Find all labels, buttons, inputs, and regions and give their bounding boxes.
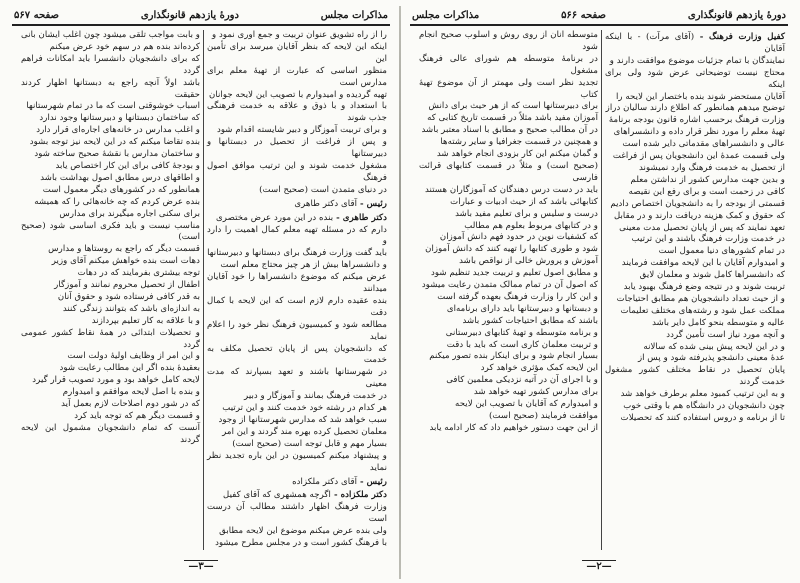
text-line: توجه بیشتری بفرمایند که در دهات bbox=[77, 268, 200, 279]
text-line: و از حیث تعداد دانشجویان هم مطابق احتیاجات bbox=[616, 293, 785, 304]
speaker-line: دکتر طاهری - بنده در این مورد عرض مختصری bbox=[215, 212, 387, 223]
text-line: مطالعه شود و کمیسیون فرهنگ نظر خود را اعلام نماید bbox=[207, 319, 387, 342]
text-line: در خدمت وزارت فرهنگ باشند و این ترتیب bbox=[631, 234, 785, 245]
text-line: که دانشجویان پس از پایان تحصیل مکلف به خدمت bbox=[207, 343, 387, 366]
text-line: و گمان میکنم این کار بزودی انجام خواهد شد bbox=[436, 149, 598, 160]
text-line: مشغول خدمت شوند و این ترتیب موافق اصول فرهنگ bbox=[207, 160, 387, 183]
text-line: عرض میکنم که موضوع دانشسراها را خود آقایان میدانند bbox=[207, 272, 387, 295]
text-line: وزارت فرهنگ اظهار داشتند مطالب آن درست است bbox=[207, 502, 387, 525]
text-line: بعقیدهٔ بنده اگر این مطالب رعایت شود bbox=[59, 363, 200, 374]
text-line: اسباب خوشوقتی است که ما در تمام شهرستانها bbox=[26, 101, 200, 112]
text-line: در آن مطالب صحیح و مطابق با اسناد معتبر باشد bbox=[421, 125, 598, 136]
text-line: و در کتابهای مربوط بعلوم هم مطالب bbox=[464, 220, 598, 231]
text-line: و مطابق اصول تعلیم و تربیت جدید تنظیم شود bbox=[431, 268, 598, 279]
text-line: را از راه تشویق عنوان تربیت و جمع آوری نمود و bbox=[212, 30, 387, 40]
text-column bbox=[602, 30, 788, 550]
text-line: بنده تقاضا میکنم که در این لایحه نیز توجه بشود bbox=[29, 137, 200, 148]
text-line: که در شور دوم اصلاحات لازم بعمل آید bbox=[61, 399, 200, 410]
text-line: توضیح میدهم همانطور که اطلاع دارند سالیان دراز bbox=[605, 103, 785, 114]
text-line: بسیار انجام شود و برای اینکار بنده تصور میکنم bbox=[429, 351, 598, 362]
speaker-name: دکتر ملکزاده - bbox=[330, 490, 387, 501]
text-line: تهیه گردیده و امیدوارم با تصویب این لایحه جوانان bbox=[208, 89, 387, 100]
text-line: و با اجرای آن در آتیه نزدیکی معلمین کافی bbox=[446, 375, 598, 386]
text-line: و امیدوارم که آقایان با تصویب این لایحه bbox=[455, 399, 598, 410]
text-line: برای دبیرستانها است که از هر حیث برای دانش bbox=[428, 101, 598, 112]
text-line: ولی قسمت عمدهٔ این دانشجویان پس از فراغت bbox=[612, 151, 785, 162]
text-line: و در این لایحه پیش بینی شده که سالانه bbox=[643, 341, 785, 352]
text-line: و برنامه متوسطه و تهیهٔ کتابهای دبیرستانی bbox=[445, 327, 598, 338]
text-line: آنست که تمام دانشجویان مشمول این لایحه گردند bbox=[21, 422, 200, 445]
text-line: و تربیت معلمان کاری است که باید با دقت bbox=[446, 339, 598, 350]
text-line: در تمام کشورهای دنیا معمول است bbox=[658, 246, 785, 257]
text-line: و دبستانها و دبیرستانها باید دارای برنامه‌ای bbox=[446, 303, 598, 314]
session-label: دورهٔ یازدهم قانونگذاری bbox=[140, 9, 239, 21]
text-line: باید در دست درس دهندگان که آموزگاران هستند bbox=[424, 184, 598, 195]
text-line: درست و سلیس و برای تعلیم مفید باشد bbox=[455, 208, 598, 219]
text-line: و برای تربیت آموزگار و دبیر شایسته اقدام شود bbox=[216, 125, 387, 136]
text-line: دارم که در مسئله تهیه معلم کمال اهمیت را دارد و bbox=[207, 224, 387, 247]
text-line: در خدمت فرهنگ بمانند و آموزگار و دبیر bbox=[244, 391, 387, 402]
running-title: مذاکرات مجلس bbox=[412, 9, 480, 21]
text-line: لایحه کامل خواهد بود و مورد تصویب قرار گیرد bbox=[32, 375, 200, 386]
text-line: کافی در زحمت است و برای رفع این نقیصه bbox=[628, 186, 785, 197]
text-line: از این جهت دستور خواهیم داد که کار ادامه یابد bbox=[429, 422, 598, 433]
text-line: مملکت عمل شود و رشته‌های مختلف تعلیمات bbox=[620, 305, 785, 316]
text-line: و آنچه مورد نیاز است تأمین گردد bbox=[666, 329, 785, 340]
text-line: (صحیح است) و مثلاً در قسمت کتابهای قرائت فارسی bbox=[419, 160, 598, 183]
text-line: و با علاقه به کار تعلیم بپردازند bbox=[91, 315, 200, 326]
left-page-header bbox=[12, 6, 390, 26]
text-line: دهات است بنده خواهش میکنم آقای وزیر bbox=[51, 256, 200, 267]
text-line: و بودجهٔ کافی برای این کار اختصاص یابد bbox=[55, 160, 200, 171]
text-line: و تحصیلات ابتدائی در همهٔ نقاط کشور عمومی گردد bbox=[21, 327, 200, 350]
speaker-name: کفیل وزارت فرهنگ - bbox=[694, 32, 785, 42]
text-line: برای مدارس کشور تهیه خواهد شد bbox=[473, 387, 598, 398]
page-number-label: صفحه ۵۶۷ bbox=[14, 9, 59, 21]
text-line: اطفال از تحصیل محروم نمانند و آموزگار bbox=[54, 280, 200, 291]
text-line: تهیهٔ معلم را مورد نظر قرار داده و دانشسراهای bbox=[613, 127, 785, 138]
text-line: پایان تحصیل در نقاط مختلف کشور مشغول خدمت گردند bbox=[605, 365, 785, 388]
right-page-header bbox=[410, 6, 788, 26]
text-line: و این کار را وزارت فرهنگ بعهده گرفته است bbox=[437, 291, 598, 302]
text-line: در دنیای متمدن است (صحیح است) bbox=[259, 184, 387, 195]
text-line: نمایندگان با تمام جزئیات موضوع موافقت دارند و bbox=[609, 55, 785, 66]
text-line: متوسطه آنان از روی روش و اسلوب صحیح انجام شود bbox=[419, 30, 598, 52]
text-line: که اصول آن در تمام ممالک متمدن رعایت میشود bbox=[421, 280, 598, 291]
text-line: محتاج نیست توضیحاتی عرض شود ولی برای اینکه bbox=[605, 67, 785, 90]
text-line: وزارت فرهنگ برحسب اشاره قانون بودجه برنامهٔ bbox=[608, 115, 785, 126]
text-line: بنده عرض کردم که چه خانه‌هائی را که همیشه bbox=[34, 196, 200, 207]
text-column bbox=[416, 30, 602, 550]
running-title: مذاکرات مجلس bbox=[320, 9, 388, 21]
text-line: چون دانشجویان در دانشگاه هم با وقتی خوب bbox=[623, 401, 785, 412]
text-line: عالی و دانشسراهای مقدماتی دایر شده است bbox=[622, 139, 785, 150]
page-folio: —۲— bbox=[404, 561, 794, 579]
text-line: منظور اساسی که عبارت از تهیهٔ معلم برای مدارس است bbox=[207, 65, 387, 88]
text-line: از تحصیل به خدمت فرهنگ وارد نمیشوند bbox=[638, 162, 785, 173]
text-line: که دانشسراها کامل شوند و معلمان لایق bbox=[639, 270, 785, 281]
text-line: اینکه این لایحه که بنظر آقایان میرسد برای تأمین این bbox=[207, 41, 387, 64]
text-line: و پیشنهاد میکنم کمیسیون در این باره تجدید نظر نماید bbox=[207, 450, 387, 473]
text-line: که کشفیات نوین در حدود فهم دانش آموزان bbox=[439, 232, 598, 243]
text-line: و دانشسراها بیش از هر چیز محتاج معلم است bbox=[220, 260, 387, 271]
speaker-line: رئیس - آقای دکتر طاهری bbox=[294, 198, 387, 209]
text-line: با فرهنگ کشور است و در مجلس مطرح میشود bbox=[215, 538, 387, 549]
text-line: که حقوق و کمک هزینه دریافت دارند و در مقابل bbox=[613, 210, 785, 221]
text-line: قسمتی از بودجه را به دانشجویان اختصاص دادیم bbox=[610, 198, 785, 209]
text-line: و پس از فراغت از تحصیل در دبستانها و دبیرستانها bbox=[207, 137, 387, 160]
text-line: همانطور که در کشورهای دیگر معمول است bbox=[42, 184, 200, 195]
text-line: به قدر کافی فرستاده شود و حقوق آنان bbox=[57, 291, 200, 302]
text-line: و بنده با اصل لایحه موافقم و امیدوارم bbox=[62, 387, 200, 398]
text-line: که ساختمان دبستانها و دبیرستانها وجود ندارد bbox=[39, 113, 200, 124]
text-line: سبب خواهد شد که مدارس شهرستانها از وجود bbox=[218, 415, 387, 425]
text-line: کرده‌اند بنده هم در سهم خود عرض میکنم bbox=[49, 41, 200, 52]
speaker-name: دکتر طاهری - bbox=[333, 212, 387, 223]
text-line: و به این ترتیب کمبود معلم برطرف خواهد شد bbox=[620, 389, 785, 400]
text-line: باید گفت وزارت فرهنگ برای دبستانها و دبیرستانها bbox=[207, 248, 387, 259]
text-line: تربیت شوند و در نتیجه وضع فرهنگ بهبود یابد bbox=[623, 282, 785, 293]
text-line: و همچنین در قسمت جغرافیا و سایر رشته‌ها bbox=[440, 137, 598, 148]
text-line: آموزان مفید باشد مثلاً در قسمت تاریخ کتابی که bbox=[427, 113, 598, 124]
book-gutter bbox=[396, 6, 404, 579]
text-column bbox=[18, 30, 204, 550]
text-line: معلمان تحصیل کرده بهره مند گردند و این امر bbox=[222, 426, 387, 437]
speaker-name: رئیس - bbox=[357, 476, 387, 487]
text-line: که برای دانشجویان دانشسرا باید امکانات فراهم گردد bbox=[21, 53, 200, 76]
speaker-line: دکتر ملکزاده - اگرچه همشهری که آقای کفیل bbox=[223, 490, 387, 501]
speaker-name: رئیس - bbox=[357, 198, 387, 209]
text-line: شود و طوری کتابها را تهیه کنند که دانش آموزان bbox=[425, 244, 598, 255]
left-page bbox=[6, 6, 396, 579]
text-line: در شهرستانها باشند و تعهد بسپارند که مدت معینی bbox=[207, 367, 387, 390]
text-line: و ساختمان مدارس با نقشهٔ صحیح ساخته شود bbox=[34, 149, 200, 160]
text-line: و این امر از وظایف اولیهٔ دولت است bbox=[67, 351, 200, 362]
text-line: قسمت دیگر که راجع به روستاها و مدارس bbox=[48, 244, 200, 255]
text-line: آقایان مستحضر شوند بنده باختصار این لایحه را bbox=[616, 91, 785, 102]
text-line: بنده عقیده دارم لازم است که این لایحه با کمال دقت bbox=[207, 295, 387, 318]
text-line: مناسب نیست و باید فکری اساسی شود (صحیح است) bbox=[21, 220, 200, 243]
text-line: کتابهائی باشد که از حیث ادبیات و عبارات bbox=[450, 196, 598, 207]
text-line: در برنامهٔ متوسطه هم شورای عالی فرهنگ مشغول bbox=[419, 53, 598, 76]
speaker-line: رئیس - آقای دکتر ملکزاده bbox=[292, 476, 387, 487]
text-line: و اطاقهای درس مطابق اصول بهداشت باشد bbox=[40, 172, 200, 183]
right-page bbox=[404, 6, 794, 579]
text-line: به اندازه‌ای باشد که بتوانند زندگی کنند bbox=[62, 303, 200, 314]
left-page-columns bbox=[12, 30, 390, 550]
text-line: آموزش و پرورش خالی از نواقص باشد bbox=[459, 256, 598, 267]
text-line: عدهٔ معینی دانشجو پذیرفته شود و پس از bbox=[637, 353, 785, 364]
text-line: و بدین جهت مدارس کشور از نداشتن معلم bbox=[630, 174, 785, 185]
right-page-columns bbox=[410, 30, 788, 550]
session-label: دورهٔ یازدهم قانونگذاری bbox=[687, 9, 786, 21]
text-line: باشند که مطابق احتیاجات کشور باشد bbox=[462, 315, 598, 326]
text-line: و قسمت دیگر هم که توجه باید کرد bbox=[74, 411, 200, 421]
text-line: تا از برنامه و دروس استفاده کنند که تحصیلات bbox=[620, 413, 785, 423]
text-line: برای سکنی اجاره میگیرند برای مدارس bbox=[59, 208, 200, 219]
text-line: این لایحه کمک مؤثری خواهد کرد bbox=[480, 363, 598, 374]
text-line: تعهد نمایند که پس از پایان تحصیل مدت معینی bbox=[619, 222, 785, 233]
text-line: موافقت فرمایند (صحیح است) bbox=[489, 411, 598, 421]
text-column bbox=[204, 30, 390, 550]
text-line: هر کدام در رشته خود خدمت کنند و این ترتیب bbox=[222, 403, 387, 414]
text-line: بسیار مهم و قابل توجه است (صحیح است) bbox=[232, 438, 387, 449]
page-folio: —۳— bbox=[6, 561, 396, 579]
speaker-line: کفیل وزارت فرهنگ - (آقای مرآت) - با اینکه آقایان bbox=[605, 32, 785, 54]
text-line: و امیدوارم آقایان با این لایحه موافقت فرمایند bbox=[621, 258, 785, 269]
text-line: و اغلب مدارس در خانه‌های اجاره‌ای قرار دارد bbox=[36, 125, 200, 136]
text-line: تجدید نظر است ولی مهمتر از آن موضوع تهیهٔ کتاب bbox=[419, 77, 598, 100]
text-line: و بابت مواجب تلقی میشود چون اغلب ایشان بانی bbox=[20, 30, 200, 40]
text-line: عالیه و متوسطه بنحو کامل دایر باشد bbox=[652, 317, 785, 328]
text-line: ولی بنده عرض میکنم موضوع این لایحه مطابق bbox=[219, 526, 387, 537]
text-line: باشد اولاً آنچه راجع به دبستانها اظهار کردند حقیقت bbox=[21, 77, 200, 100]
text-line: با استعداد و با ذوق و علاقه به خدمت فرهنگی جذب شوند bbox=[207, 101, 387, 124]
page-number-label: صفحه ۵۶۶ bbox=[561, 9, 607, 21]
